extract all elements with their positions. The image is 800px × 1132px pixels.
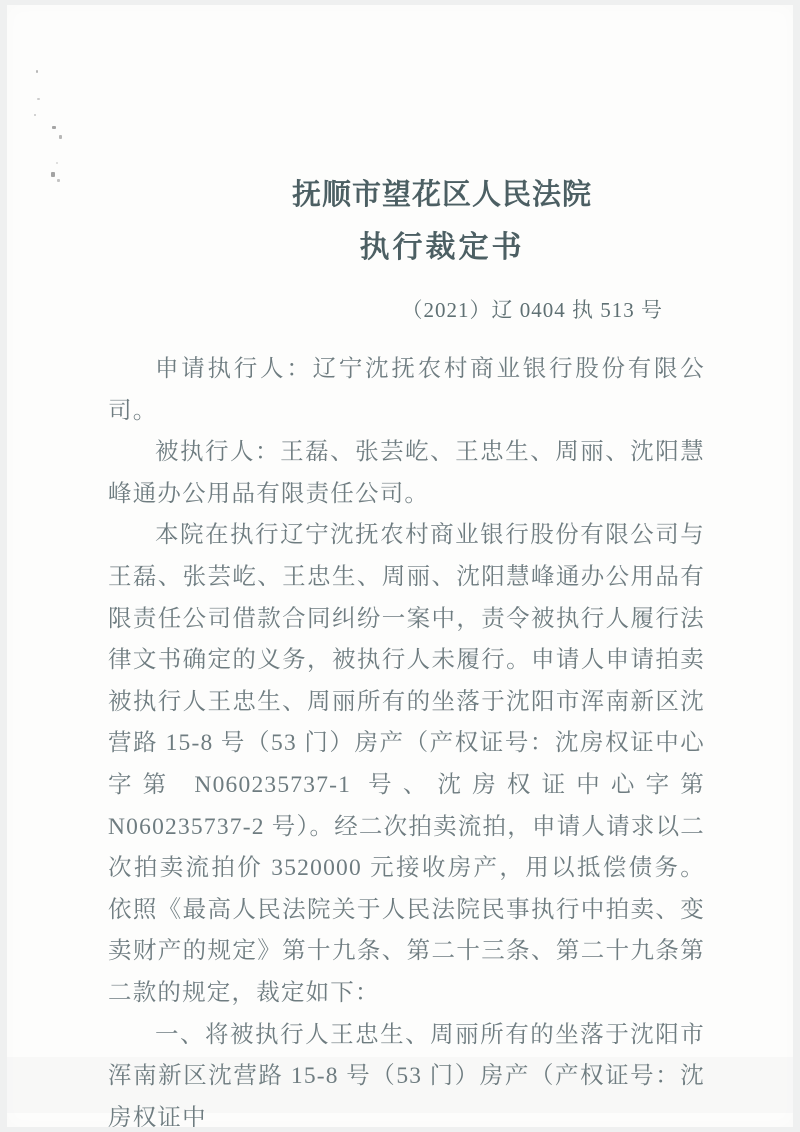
document-heading [49,173,793,270]
paragraph: 申请执行人：辽宁沈抚农村商业银行股份有限公司。 [108,356,705,424]
court-name: 抚顺市望花区人民法院 [291,179,592,211]
scan-speck [59,135,62,139]
scan-speck [56,162,58,164]
scan-speck [34,114,36,116]
document-page [7,5,793,1127]
document-body [108,349,705,1127]
scan-speck [36,70,38,73]
scan-speck [37,98,40,100]
paragraph: 被执行人：王磊、张芸屹、王忠生、周丽、沈阳慧峰通办公用品有限责任公司。 [108,439,705,507]
paragraph: 一、将被执行人王忠生、周丽所有的坐落于沈阳市浑南新区沈营路 15-8 号（53 门）房产（产权证号：沈房权证中 [108,1021,705,1127]
paragraph: 本院在执行辽宁沈抚农村商业银行股份有限公司与王磊、张芸屹、王忠生、周丽、沈阳慧峰通办公用品有限责任公司借款合同纠纷一案中，责令被执行人履行法律文书确定的义务，被执行人未履行。申请人申请拍卖被执行人王忠生、周丽所有的坐落于沈阳市浑南新区沈营路 15-8 号（53 门）房产（产权证号：沈房权证中心字第 N060235737-1 号、沈房权证中心字第 N060235737-2 号）。经二次拍卖流拍，申请人请求以二次拍卖流拍价 3520000 元接收房产，用以抵偿债务。依照《最高人民法院关于人民法院民事执行中拍卖、变卖财产的规定》第十九条、第二十三条、第二十九条第二款的规定，裁定如下： [108,522,705,1006]
document-type-title: 执行裁定书 [359,231,525,264]
case-number: （2021）辽 0404 执 513 号 [401,298,663,322]
scan-speck [52,126,56,129]
